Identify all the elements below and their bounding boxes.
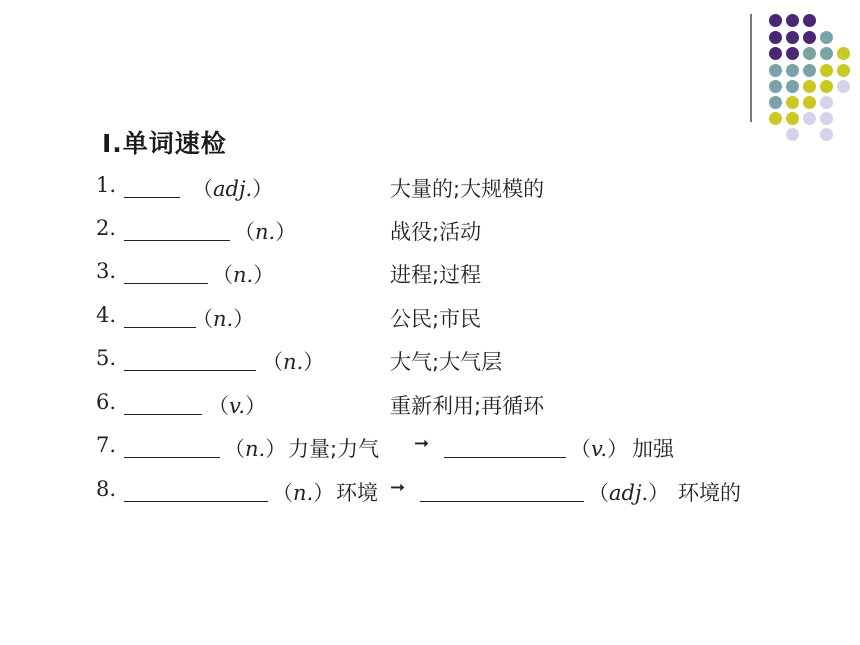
part-of-speech: （n.） bbox=[212, 263, 275, 287]
answer-blank bbox=[124, 197, 180, 198]
meaning-text: 重新利用;再循环 bbox=[390, 394, 545, 418]
decorative-dot bbox=[803, 47, 816, 60]
meaning-text: 环境 bbox=[336, 481, 378, 505]
decorative-dot bbox=[786, 112, 799, 125]
part-of-speech: （n.） bbox=[224, 437, 287, 461]
item-number: 3. bbox=[96, 259, 117, 283]
part-of-speech: （v.） bbox=[208, 394, 267, 418]
answer-blank bbox=[124, 283, 208, 284]
decorative-dot bbox=[786, 128, 799, 141]
decorative-dot bbox=[820, 31, 833, 44]
decorative-dot bbox=[820, 112, 833, 125]
answer-blank bbox=[124, 501, 268, 502]
decorative-dot bbox=[769, 14, 782, 27]
part-of-speech: （n.） bbox=[272, 481, 335, 505]
section-heading: Ⅰ.单词速检 bbox=[102, 129, 227, 158]
decorative-dot bbox=[803, 64, 816, 77]
decorative-dot bbox=[786, 14, 799, 27]
answer-blank bbox=[124, 240, 230, 241]
decorative-dot bbox=[803, 96, 816, 109]
answer-blank bbox=[444, 457, 566, 458]
part-of-speech: （n.） bbox=[234, 220, 297, 244]
item-number: 1. bbox=[96, 173, 117, 197]
part-of-speech: （v.） bbox=[570, 437, 629, 461]
decorative-dot bbox=[837, 64, 850, 77]
decorative-dot bbox=[820, 80, 833, 93]
item-number: 2. bbox=[96, 216, 117, 240]
item-number: 5. bbox=[96, 346, 117, 370]
decorative-dot bbox=[769, 47, 782, 60]
meaning-text: 环境的 bbox=[678, 481, 741, 505]
meaning-text: 大量的;大规模的 bbox=[390, 177, 545, 201]
answer-blank bbox=[124, 327, 196, 328]
decorative-dot bbox=[786, 64, 799, 77]
decorative-dot bbox=[769, 80, 782, 93]
divider-line bbox=[750, 14, 752, 122]
answer-blank bbox=[124, 414, 202, 415]
decorative-dot bbox=[786, 80, 799, 93]
decorative-dot bbox=[820, 128, 833, 141]
decorative-dot bbox=[786, 31, 799, 44]
meaning-text: 公民;市民 bbox=[390, 307, 482, 331]
part-of-speech: （adj.） bbox=[588, 481, 670, 505]
meaning-text: 大气;大气层 bbox=[390, 350, 503, 374]
decorative-dot bbox=[803, 80, 816, 93]
decorative-dot bbox=[769, 64, 782, 77]
arrow-icon: ➞ bbox=[414, 433, 430, 454]
item-number: 4. bbox=[96, 303, 117, 327]
part-of-speech: （n.） bbox=[262, 350, 325, 374]
answer-blank bbox=[420, 501, 584, 502]
decorative-dot bbox=[837, 80, 850, 93]
decorative-dot bbox=[769, 112, 782, 125]
decorative-dot bbox=[837, 47, 850, 60]
meaning-text: 进程;过程 bbox=[390, 263, 482, 287]
meaning-text: 战役;活动 bbox=[390, 220, 482, 244]
arrow-icon: ➞ bbox=[390, 477, 406, 498]
part-of-speech: （n.） bbox=[192, 307, 255, 331]
answer-blank bbox=[124, 370, 256, 371]
decorative-dot bbox=[769, 31, 782, 44]
meaning-text: 力量;力气 bbox=[288, 437, 380, 461]
meaning-text: 加强 bbox=[632, 437, 674, 461]
item-number: 8. bbox=[96, 477, 117, 501]
decorative-dot bbox=[803, 14, 816, 27]
part-of-speech: （adj.） bbox=[192, 177, 274, 201]
decorative-dot bbox=[786, 47, 799, 60]
decorative-dot bbox=[803, 112, 816, 125]
item-number: 7. bbox=[96, 433, 117, 457]
decorative-dot bbox=[769, 96, 782, 109]
answer-blank bbox=[124, 457, 220, 458]
decorative-dot bbox=[820, 64, 833, 77]
decorative-dot bbox=[803, 31, 816, 44]
decorative-dot bbox=[786, 96, 799, 109]
item-number: 6. bbox=[96, 390, 117, 414]
decorative-dot bbox=[820, 47, 833, 60]
decorative-dot bbox=[820, 96, 833, 109]
